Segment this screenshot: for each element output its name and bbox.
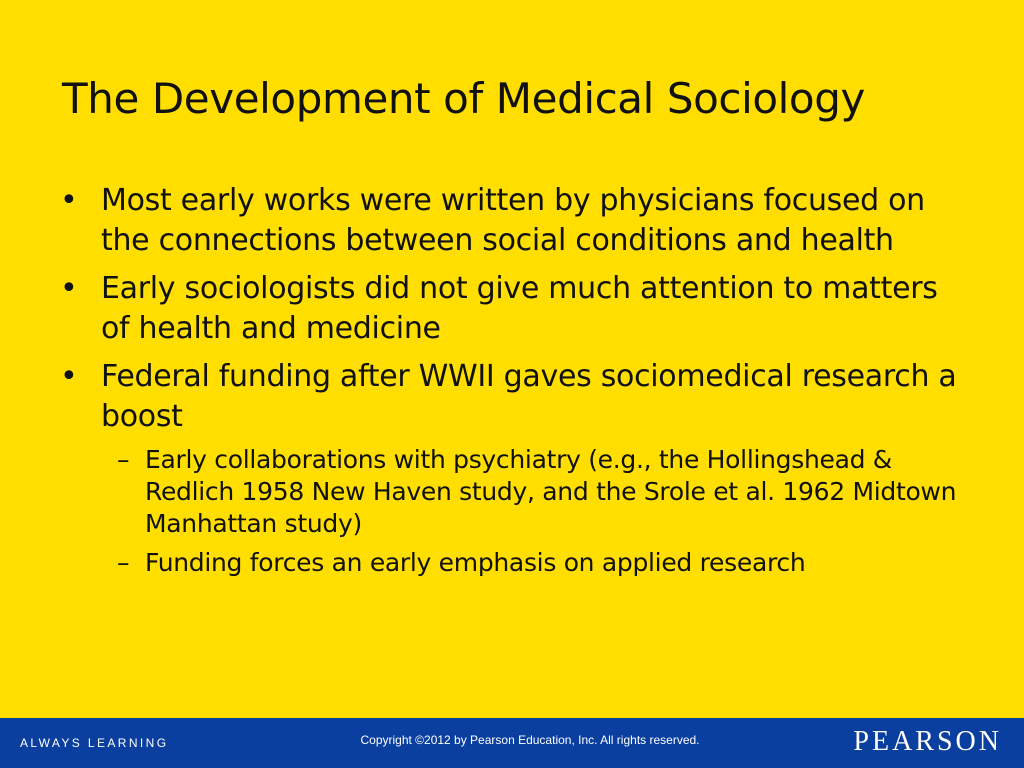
bullet-marker: • bbox=[60, 271, 78, 306]
sub-bullet-item bbox=[101, 444, 960, 540]
bullet-text: Federal funding after WWII gaves sociomedical research a boost bbox=[101, 359, 957, 434]
slide-title: The Development of Medical Sociology bbox=[62, 74, 865, 123]
footer-bar bbox=[0, 718, 1024, 768]
sub-bullet-text: Early collaborations with psychiatry (e.g., the Hollingshead & Redlich 1958 New Haven study, and the Srole et al. 1962 Midtown Manhattan study) bbox=[145, 445, 957, 538]
bullet-marker: • bbox=[60, 359, 78, 394]
sub-bullet-list bbox=[101, 444, 960, 579]
bullet-text: Early sociologists did not give much attention to matters of health and medicine bbox=[101, 271, 938, 346]
sub-bullet-marker: – bbox=[117, 548, 130, 577]
pearson-logo: PEARSON bbox=[853, 726, 1002, 757]
copyright-notice: Copyright ©2012 by Pearson Education, Inc. All rights reserved. bbox=[360, 733, 700, 747]
bullet-item bbox=[60, 269, 960, 349]
bullet-list bbox=[60, 181, 960, 587]
bullet-text: Most early works were written by physicians focused on the connections between social conditions and health bbox=[101, 183, 925, 258]
sub-bullet-marker: – bbox=[117, 445, 130, 474]
bullet-item bbox=[60, 181, 960, 261]
sub-bullet-text: Funding forces an early emphasis on applied research bbox=[145, 548, 806, 577]
bullet-marker: • bbox=[60, 183, 78, 218]
sub-bullet-item bbox=[101, 547, 960, 579]
footer-tagline: ALWAYS LEARNING bbox=[20, 736, 169, 750]
bullet-item bbox=[60, 357, 960, 579]
